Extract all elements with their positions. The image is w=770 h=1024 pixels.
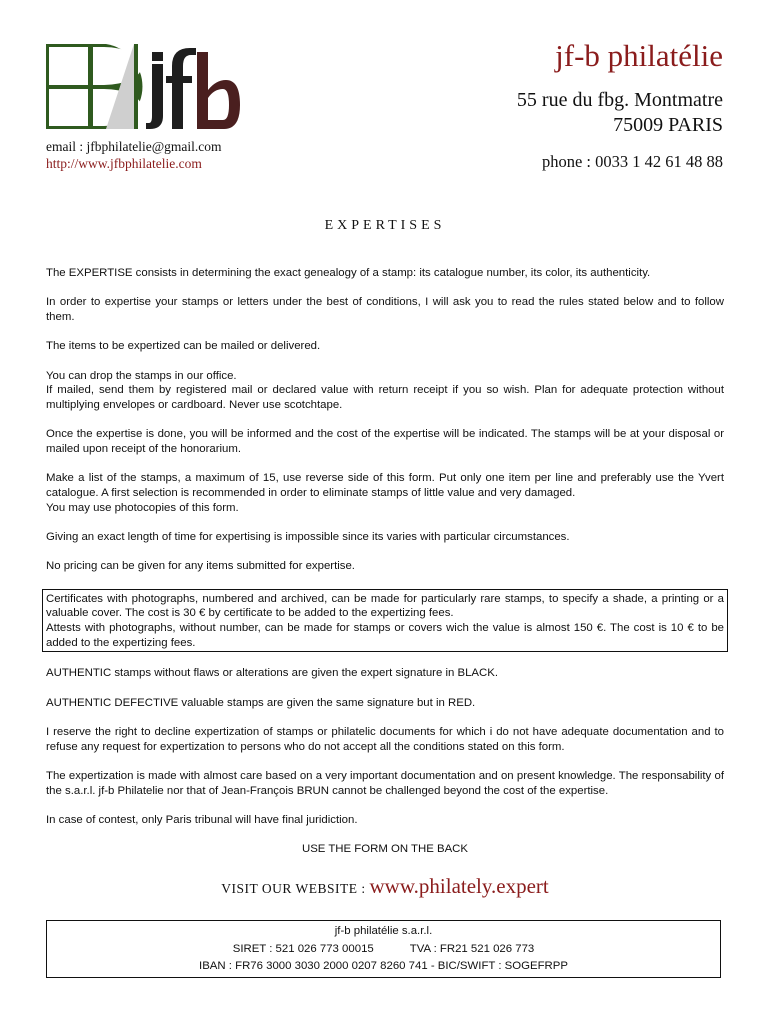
paragraph-line: You may use photocopies of this form. [46,501,239,514]
email-text: email : jfbphilatelie@gmail.com [46,139,222,154]
address-city: 75009 PARIS [613,114,723,136]
footer-registration [47,941,720,959]
paragraph-line: You can drop the stamps in our office. [46,369,237,382]
paragraph: AUTHENTIC stamps without flaws or alterations are given the expert signature in BLACK. [46,667,499,680]
paragraph: Once the expertise is done, you will be informed and the cost of the expertise will be indicated. The stamps will be at your disposal or mailed upon receipt of the honorarium. [46,428,724,455]
body-text [46,266,724,872]
section-title: EXPERTISES [324,218,446,233]
paragraph-group [46,471,724,515]
paragraph: In case of contest, only Paris tribunal will have final juridiction. [46,814,358,826]
visit-website [0,874,770,899]
paragraph: The expertization is made with almost care based on a very important documentation and on present knowledge. The responsability of the s.a.r.l. jf-b Philatelie nor that of Jean-François BRUN cannot be challenged beyond the cost of the expertise. [46,770,724,797]
visit-url-link[interactable]: www.philately.expert [369,874,549,898]
paragraph: Giving an exact length of time for expertising is impossible since its varies with particular circumstances. [46,531,570,543]
certificates-text: Certificates with photographs, numbered and archived, can be made for particularly rare stamps, to specify a shade, a printing or a valuable cover. The cost is 30 € by certificate to be added to the expertizing fees. [46,592,724,620]
footer-iban: IBAN : FR76 3000 3030 2000 0207 8260 741 - BIC/SWIFT : SOGEFRPP [199,960,568,972]
form-note: USE THE FORM ON THE BACK [301,843,469,856]
contact-left [46,138,222,172]
address [517,88,723,138]
footer-siret: SIRET : 521 026 773 00015 [232,942,374,955]
website-link[interactable]: http://www.jfbphilatelie.com [46,156,202,171]
paragraph: No pricing can be given for any items submitted for expertise. [46,560,355,573]
address-street: 55 rue du fbg. Montmatre [516,89,723,111]
paragraph: The items to be expertized can be mailed or delivered. [46,340,321,353]
company-name: jf-b philatélie [555,38,723,73]
paragraph: AUTHENTIC DEFECTIVE valuable stamps are given the same signature but in RED. [46,696,476,709]
certificates-box [42,589,728,653]
phone-number: phone : 0033 1 42 61 48 88 [541,152,723,171]
paragraph-line: Make a list of the stamps, a maximum of 15, use reverse side of this form. Put only one item per line and preferably use the Yvert catalogue. A first selection is recommended in order to eliminate stamps of little value and very damaged. [46,472,724,499]
company-logo [46,44,242,134]
visit-label: VISIT OUR WEBSITE : [221,881,370,896]
paragraph-group [46,369,724,413]
paragraph: I reserve the right to decline expertization of stamps or philatelic documents for which i do not have adequate documentation and to refuse any request for expertization to persons who do not accept all the conditions stated on this form. [46,726,724,753]
footer-company: jf-b philatélie s.a.r.l. [334,925,433,937]
paragraph-line: If mailed, send them by registered mail or declared value with return receipt if you so wish. Plan for adequate protection without multiplying envelopes or cardboard. Never use scotchtape. [46,384,724,411]
paragraph: In order to expertise your stamps or letters under the best of conditions, I will ask you to read the rules stated below and to follow them. [46,296,724,323]
footer-box [46,920,721,978]
paragraph: The EXPERTISE consists in determining the exact genealogy of a stamp: its catalogue number, its color, its authenticity. [46,267,651,279]
footer-tva: TVA : FR21 521 026 773 [409,942,535,955]
jfb-logo-icon [46,44,242,134]
attests-text: Attests with photographs, without number, can be made for stamps or covers wich the value is almost 150 €. The cost is 10 € to be added to the expertizing fees. [46,622,724,649]
